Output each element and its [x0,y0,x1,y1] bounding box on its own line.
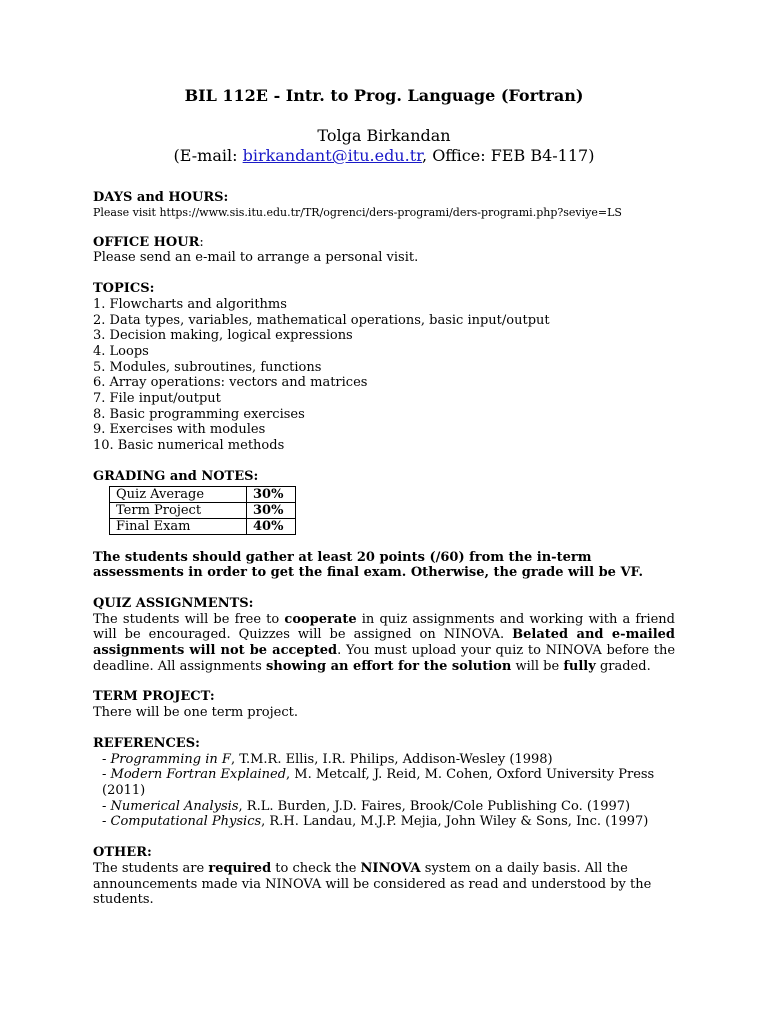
reference-details: , M. Metcalf, J. Reid, M. Cohen, Oxford University Press (2011) [102,767,655,798]
topic-item: 7. File input/output [93,391,221,407]
quiz-text [93,612,675,675]
other-text [93,861,675,908]
grading-heading: GRADING and NOTES: [93,468,259,484]
quiz-text-part: . You must upload your quiz to NINOVA before the deadline. All assignments [93,643,676,674]
topic-item: 4. Loops [93,343,149,359]
topic-item: 6. Array operations: vectors and matrices [93,375,368,391]
topic-item: 8. Basic programming exercises [93,406,305,422]
quiz-heading: QUIZ ASSIGNMENTS: [93,595,254,611]
term-project-heading: TERM PROJECT: [93,689,215,705]
quiz-text-part: will be [511,658,564,674]
reference-item [102,814,675,830]
grade-weight: 30% [247,486,296,502]
term-project-section [93,689,675,720]
references-list [93,752,675,831]
topics-section [93,281,675,454]
office-hour-text: Please send an e-mail to arrange a personal visit. [93,250,419,266]
references-section [93,736,675,830]
syllabus-content [93,86,675,908]
office-hour-heading-line [93,235,675,251]
other-emphasis: required [208,860,272,876]
grade-label: Quiz Average [110,486,247,502]
quiz-text-part: in quiz assignments and working with a friend will be encouraged. Quizzes will be assigned on NINOVA. [93,611,675,643]
grade-label: Term Project [110,502,247,518]
quiz-emphasis: fully [563,658,596,674]
table-row [110,502,296,518]
topic-item: 1. Flowcharts and algorithms [93,296,287,312]
grading-table [109,486,296,535]
office-hour-heading: OFFICE HOUR [93,234,200,250]
quiz-emphasis: showing an effort for the solution [265,658,512,674]
topic-item: 9. Exercises with modules [93,422,266,438]
references-heading: REFERENCES: [93,735,200,751]
other-text-part: The students are [93,860,209,876]
reference-item [102,752,675,768]
topics-heading: TOPICS: [93,281,155,297]
reference-item [102,767,675,798]
instructor-name: Tolga Birkandan [317,126,451,145]
other-text-part: to check the [271,860,361,876]
grade-weight: 40% [247,518,296,534]
topic-item: 3. Decision making, logical expressions [93,328,353,344]
quiz-text-part: graded. [595,658,651,674]
contact-prefix: (E-mail: [173,146,243,165]
reference-item [102,799,675,815]
email-link[interactable]: birkandant@itu.edu.tr [242,146,423,165]
other-emphasis: NINOVA [360,860,421,876]
reference-details: , T.M.R. Ellis, I.R. Philips, Addison-Wesley (1998) [230,751,553,767]
days-hours-section [93,190,675,220]
reference-title: Computational Physics [110,814,262,830]
quiz-text-part: The students will be free to [93,611,285,627]
grade-weight: 30% [247,502,296,518]
other-heading: OTHER: [93,845,152,861]
term-project-text: There will be one term project. [93,705,298,721]
topic-item: 5. Modules, subroutines, functions [93,359,322,375]
course-title: BIL 112E - Intr. to Prog. Language (Fortran) [184,86,584,105]
grading-warning: The students should gather at least 20 points (/60) from the in-term assessments in order to get the final exam. Otherwise, the grade will be VF. [93,549,643,581]
topic-item: 10. Basic numerical methods [93,438,285,454]
reference-details: , R.L. Burden, J.D. Faires, Brook/Cole Publishing Co. (1997) [238,798,631,814]
contact-line [93,146,675,166]
reference-title: Programming in F [110,751,231,767]
topic-item: 2. Data types, variables, mathematical operations, basic input/output [93,312,550,328]
days-hours-text: Please visit https://www.sis.itu.edu.tr/TR/ogrenci/ders-programi/ders-programi.php?seviye=LS [93,205,622,219]
grade-label: Final Exam [110,518,247,534]
office-hour-colon: : [199,234,204,250]
office-hour-section [93,235,675,266]
days-hours-heading: DAYS and HOURS: [93,190,229,205]
contact-suffix: , Office: FEB B4-117) [422,146,595,165]
reference-details: , R.H. Landau, M.J.P. Mejia, John Wiley & Sons, Inc. (1997) [261,814,649,830]
other-text-part: system on a daily basis. All the announcements made via NINOVA will be considered as read and understood by the students. [93,860,652,908]
table-row [110,518,296,534]
reference-title: Numerical Analysis [110,798,239,814]
reference-title: Modern Fortran Explained [110,767,287,783]
other-section [93,845,675,908]
quiz-emphasis: cooperate [284,611,357,627]
quiz-section [93,596,675,675]
topics-list [93,297,675,454]
grading-section [93,469,675,581]
quiz-emphasis: Belated and e-mailed assignments will not be accepted [93,627,675,659]
table-row [110,486,296,502]
